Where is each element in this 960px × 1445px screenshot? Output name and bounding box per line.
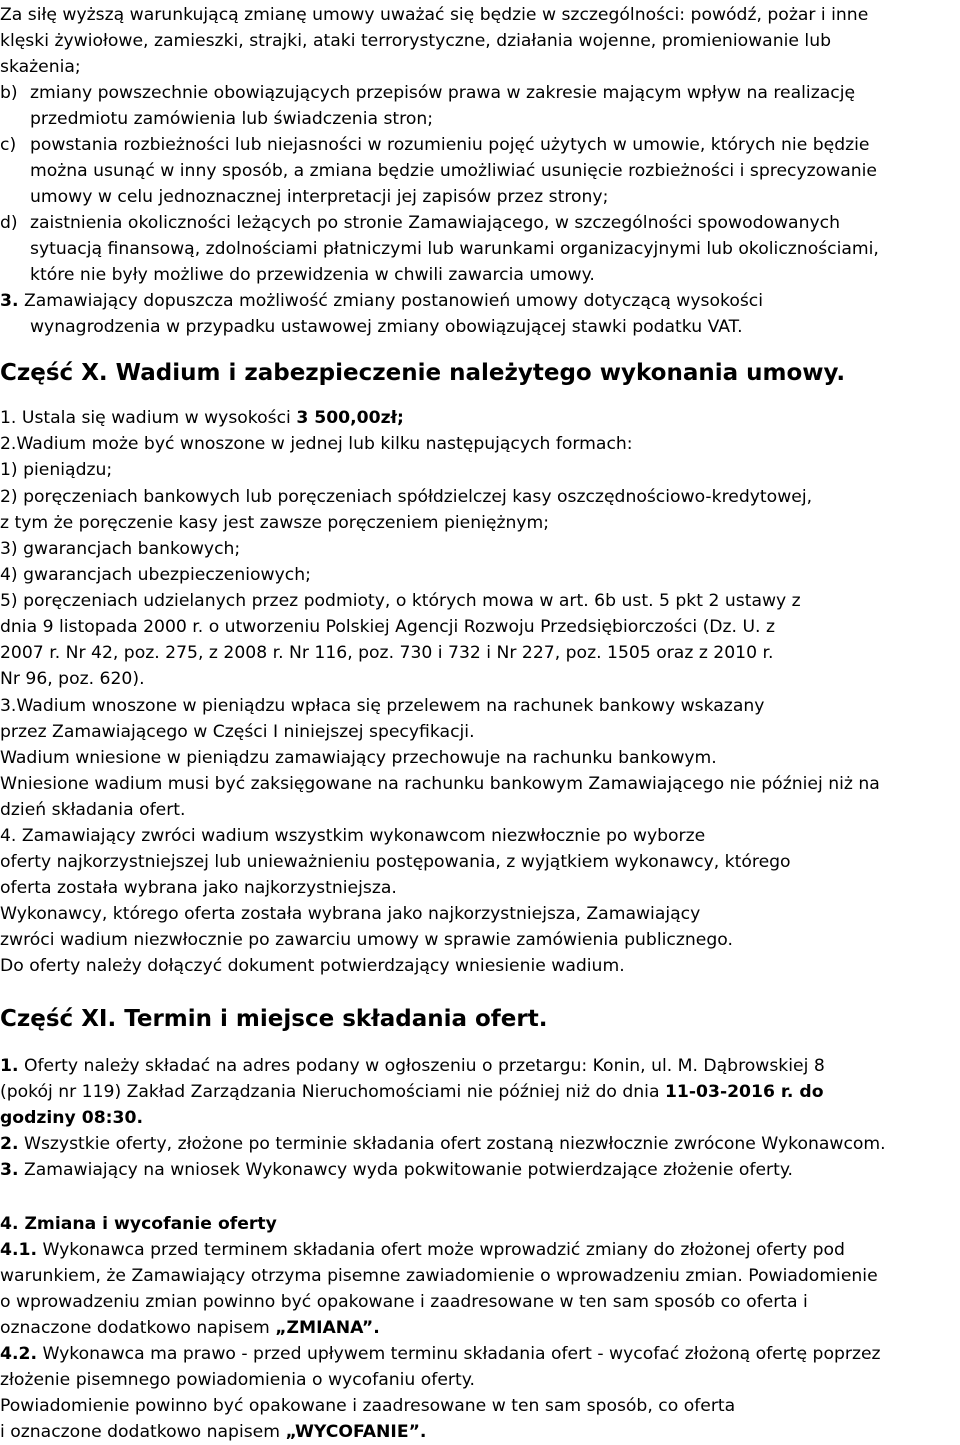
text-line: [0, 927, 733, 953]
text-line: [0, 1419, 426, 1445]
point-number: 2.: [0, 1134, 19, 1154]
line-text: Za siłę wyższą warunkującą zmianę umowy uważać się będzie w szczególności: powódź, pożar i inne: [0, 5, 869, 25]
line-text: 5) poręczeniach udzielanych przez podmioty, o których mowa w art. 6b ust. 5 pkt 2 ustawy z: [0, 591, 801, 611]
text-line: [0, 1263, 878, 1289]
text-line: [30, 158, 877, 184]
line-text: 1) pieniądzu;: [0, 460, 113, 480]
text-line: [0, 1053, 825, 1079]
text-line: [0, 562, 311, 588]
list-marker: b): [0, 83, 18, 103]
line-text: wynagrodzenia w przypadku ustawowej zmiany obowiązującej stawki podatku VAT.: [30, 317, 743, 337]
text-line: [0, 510, 549, 536]
text-line: [0, 901, 700, 927]
line-text: oferta została wybrana jako najkorzystniejsza.: [0, 878, 397, 898]
text-line: [0, 457, 112, 483]
text-line: [0, 210, 840, 236]
text-line: [0, 1211, 277, 1237]
line-text: 3) gwarancjach bankowych;: [0, 539, 241, 559]
line-text: powstania rozbieżności lub niejasności w rozumieniu pojęć użytych w umowie, których nie będzie: [30, 135, 870, 155]
text-line: [0, 80, 855, 106]
line-text: o wprowadzeniu zmian powinno być opakowane i zaadresowane w ten sam sposób co oferta i: [0, 1292, 808, 1312]
emphasized-text: „WYCOFANIE”.: [285, 1422, 427, 1442]
line-text: Część X. Wadium i zabezpieczenie należytego wykonania umowy.: [0, 360, 846, 386]
text-line: [0, 1157, 793, 1183]
text-line: [0, 2, 868, 28]
emphasized-text: „ZMIANA”.: [275, 1318, 380, 1338]
line-text: Zamawiający na wniosek Wykonawcy wyda pokwitowanie potwierdzające złożenie oferty.: [18, 1160, 794, 1180]
section-heading: [0, 358, 845, 388]
line-text: zwróci wadium niezwłocznie po zawarciu umowy w sprawie zamówienia publicznego.: [0, 930, 733, 950]
line-text: które nie były możliwe do przewidzenia w chwili zawarcia umowy.: [30, 265, 595, 285]
line-text: Zamawiający dopuszcza możliwość zmiany postanowień umowy dotyczącą wysokości: [18, 291, 764, 311]
line-text: 4) gwarancjach ubezpieczeniowych;: [0, 565, 311, 585]
text-line: [0, 614, 775, 640]
text-line: [0, 431, 633, 457]
line-text: Część XI. Termin i miejsce składania ofert.: [0, 1006, 548, 1032]
text-line: [0, 745, 717, 771]
list-marker: c): [0, 135, 17, 155]
text-line: [0, 1237, 845, 1263]
line-text: 2007 r. Nr 42, poz. 275, z 2008 r. Nr 116, poz. 730 i 732 i Nr 227, poz. 1505 oraz z 2010 r.: [0, 643, 774, 663]
line-text: dzień składania ofert.: [0, 800, 186, 820]
text-line: [30, 184, 608, 210]
line-text: oferty najkorzystniejszej lub unieważnieniu postępowania, z wyjątkiem wykonawcy, którego: [0, 852, 791, 872]
text-line: [0, 771, 880, 797]
text-line: [0, 1393, 735, 1419]
line-text: i oznaczone dodatkowo napisem: [0, 1422, 286, 1442]
text-line: [0, 28, 831, 54]
line-text: przedmiotu zamówienia lub świadczenia stron;: [30, 109, 434, 129]
line-text: można usunąć w inny sposób, a zmiana będzie umożliwiać usunięcie rozbieżności i sprecyzowanie: [30, 161, 878, 181]
text-line: [0, 953, 625, 979]
emphasized-text: 4. Zmiana i wycofanie oferty: [0, 1214, 277, 1234]
line-text: Oferty należy składać na adres podany w ogłoszeniu o przetargu: Konin, ul. M. Dąbrowskiej 8: [18, 1056, 825, 1076]
text-line: [0, 693, 764, 719]
line-text: Wykonawcy, którego oferta została wybrana jako najkorzystniejsza, Zamawiający: [0, 904, 701, 924]
line-text: sytuacją finansową, zdolnościami płatniczymi lub warunkami organizacyjnymi lub okolicznościami,: [30, 239, 879, 259]
text-line: [0, 875, 397, 901]
text-line: [0, 1367, 475, 1393]
point-number: 3.: [0, 291, 19, 311]
line-text: 1. Ustala się wadium w wysokości: [0, 408, 297, 428]
point-number: 4.2.: [0, 1344, 37, 1364]
text-line: [0, 1341, 881, 1367]
line-text: 2.Wadium może być wnoszone w jednej lub kilku następujących formach:: [0, 434, 633, 454]
line-text: Wadium wniesione w pieniądzu zamawiający przechowuje na rachunku bankowym.: [0, 748, 717, 768]
text-line: [0, 1289, 808, 1315]
text-line: [0, 536, 240, 562]
line-text: Do oferty należy dołączyć dokument potwierdzający wniesienie wadium.: [0, 956, 625, 976]
line-text: zmiany powszechnie obowiązujących przepisów prawa w zakresie mającym wpływ na realizację: [30, 83, 856, 103]
line-text: 3.Wadium wnoszone w pieniądzu wpłaca się przelewem na rachunek bankowy wskazany: [0, 696, 765, 716]
line-text: 2) poręczeniach bankowych lub poręczeniach spółdzielczej kasy oszczędnościowo-kredytowej,: [0, 487, 813, 507]
line-text: Wykonawca ma prawo - przed upływem terminu składania ofert - wycofać złożoną ofertę poprzez: [36, 1344, 881, 1364]
text-line: [0, 588, 801, 614]
text-line: [0, 849, 791, 875]
section-heading: [0, 1004, 548, 1034]
text-line: [30, 236, 879, 262]
text-line: [0, 1105, 143, 1131]
emphasized-text: 3 500,00zł;: [296, 408, 404, 428]
text-line: [0, 54, 81, 80]
line-text: umowy w celu jednoznacznej interpretacji jej zapisów przez strony;: [30, 187, 609, 207]
line-text: z tym że poręczenie kasy jest zawsze poręczeniem pieniężnym;: [0, 513, 550, 533]
text-line: [0, 484, 812, 510]
emphasized-text: godziny 08:30.: [0, 1108, 143, 1128]
text-line: [0, 823, 705, 849]
line-text: Wszystkie oferty, złożone po terminie składania ofert zostaną niezwłocznie zwrócone Wykonawcom.: [18, 1134, 886, 1154]
text-line: [0, 1079, 824, 1105]
line-text: warunkiem, że Zamawiający otrzyma pisemne zawiadomienie o wprowadzeniu zmian. Powiadomienie: [0, 1266, 878, 1286]
line-text: dnia 9 listopada 2000 r. o utworzeniu Polskiej Agencji Rozwoju Przedsiębiorczości (Dz. U. z: [0, 617, 775, 637]
line-text: Wniesione wadium musi być zaksięgowane na rachunku bankowym Zamawiającego nie później niż na: [0, 774, 880, 794]
line-text: zaistnienia okoliczności leżących po stronie Zamawiającego, w szczególności spowodowanych: [30, 213, 841, 233]
line-text: skażenia;: [0, 57, 81, 77]
line-text: złożenie pisemnego powiadomienia o wycofaniu oferty.: [0, 1370, 475, 1390]
point-number: 1.: [0, 1056, 19, 1076]
text-line: [0, 1315, 380, 1341]
text-line: [0, 132, 870, 158]
line-text: Powiadomienie powinno być opakowane i zaadresowane w ten sam sposób, co oferta: [0, 1396, 736, 1416]
line-text: przez Zamawiającego w Części I niniejszej specyfikacji.: [0, 722, 475, 742]
text-line: [0, 797, 185, 823]
point-number: 4.1.: [0, 1240, 37, 1260]
text-line: [0, 405, 404, 431]
text-line: [0, 719, 475, 745]
list-marker: d): [0, 213, 18, 233]
text-line: [30, 314, 743, 340]
emphasized-text: 11-03-2016 r. do: [664, 1082, 824, 1102]
line-text: oznaczone dodatkowo napisem: [0, 1318, 276, 1338]
text-line: [0, 640, 773, 666]
text-line: [0, 288, 763, 314]
line-text: (pokój nr 119) Zakład Zarządzania Nieruchomościami nie później niż do dnia: [0, 1082, 665, 1102]
point-number: 3.: [0, 1160, 19, 1180]
text-line: [30, 106, 433, 132]
line-text: Nr 96, poz. 620).: [0, 669, 145, 689]
line-text: Wykonawca przed terminem składania ofert może wprowadzić zmiany do złożonej oferty pod: [36, 1240, 845, 1260]
text-line: [30, 262, 595, 288]
text-line: [0, 1131, 886, 1157]
text-line: [0, 666, 145, 692]
line-text: klęski żywiołowe, zamieszki, strajki, ataki terrorystyczne, działania wojenne, promieniowanie lub: [0, 31, 831, 51]
line-text: 4. Zamawiający zwróci wadium wszystkim wykonawcom niezwłocznie po wyborze: [0, 826, 706, 846]
